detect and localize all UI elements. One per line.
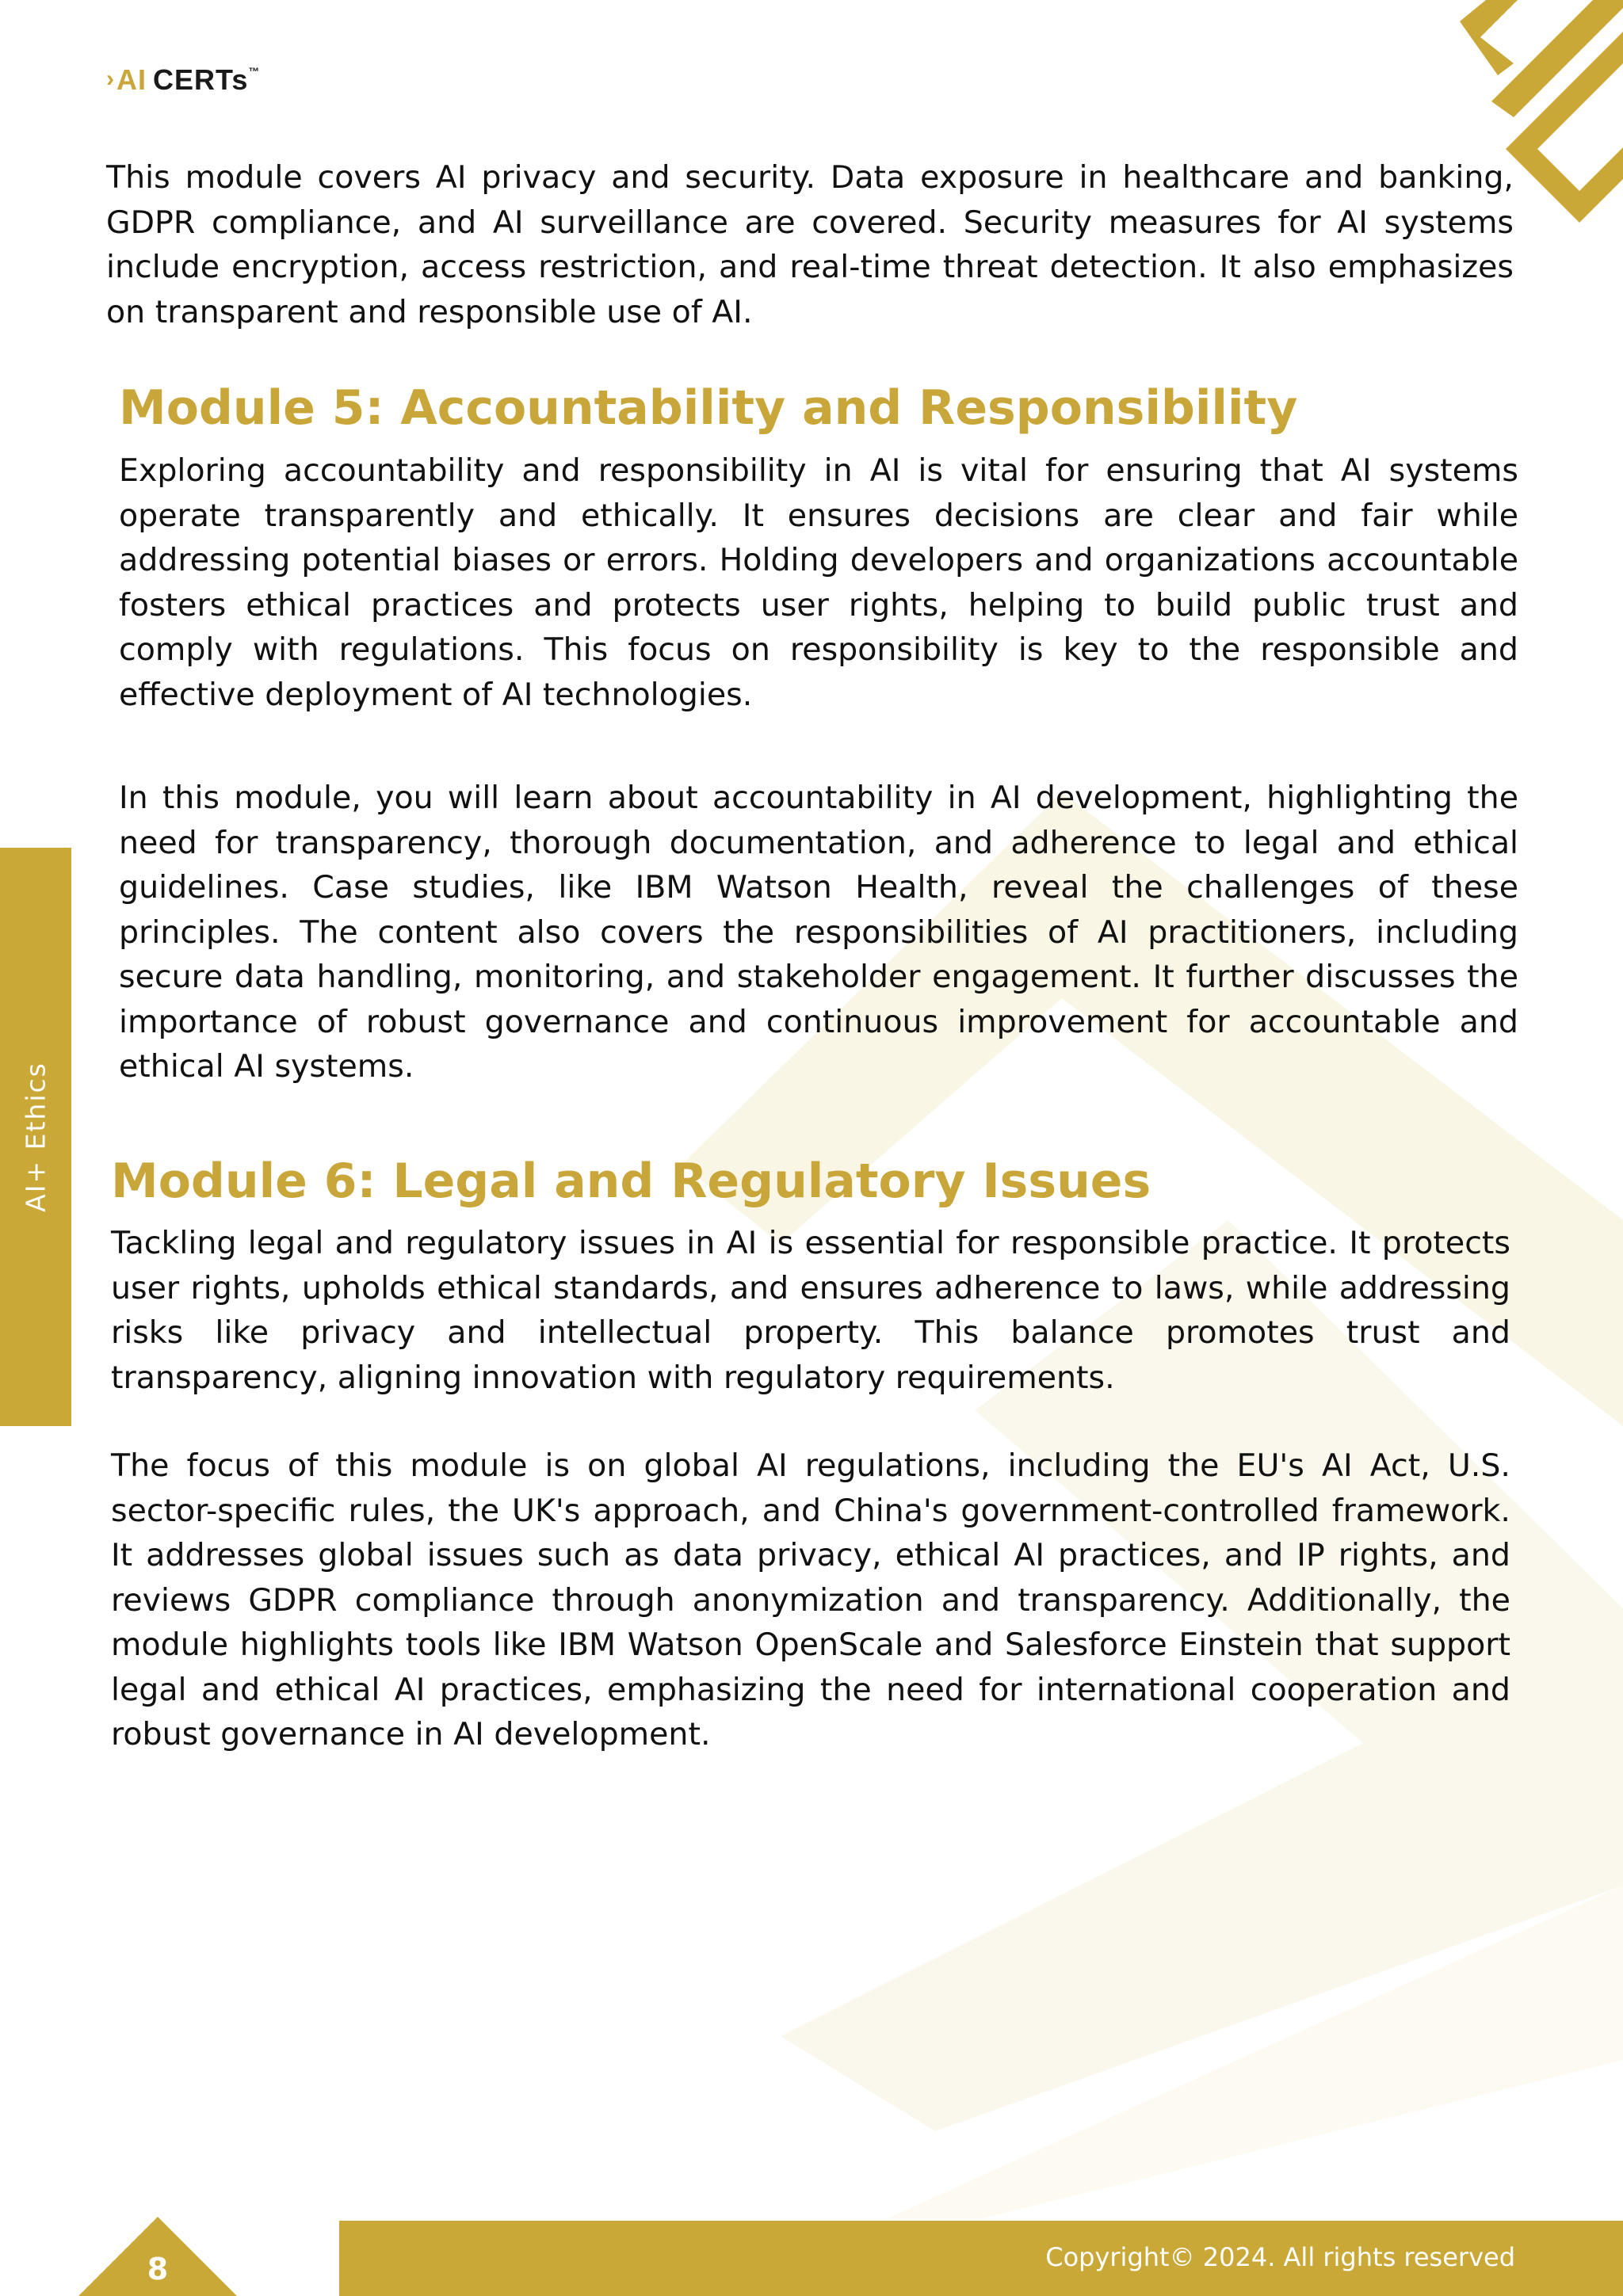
logo-trademark: ™ — [248, 65, 261, 78]
module5-heading: Module 5: Accountability and Responsibility — [119, 380, 1298, 436]
module5-paragraph-2: In this module, you will learn about accountability in AI development, highlighting the need for transparency, thorough documentation, and adherence to legal and ethical guidelines. Case studies, like IBM Watson Health, reveal the challenges of these principles. The content also covers the responsibilities of AI practitioners, including secure data handling, monitoring, and stakeholder engagement. It further discusses the importance of robust governance and continuous improvement for accountable and ethical AI systems. — [119, 780, 1518, 1085]
logo-arrow-icon: › — [106, 66, 115, 92]
copyright-text: Copyright© 2024. All rights reserved — [1045, 2242, 1515, 2272]
module6-paragraph-2: The focus of this module is on global AI regulations, including the EU's AI Act, U.S. sector-specific rules, the UK's approach, and China's government-controlled framework. It addresses global issues such as data privacy, ethical AI practices, and IP rights, and reviews GDPR compliance through anonymization and transparency. Additionally, the module highlights tools like IBM Watson OpenScale and Salesforce Einstein that support legal and ethical AI practices, emphasizing the need for international cooperation and robust governance in AI development. — [111, 1447, 1510, 1753]
aicerts-logo — [106, 63, 260, 97]
page-number: 8 — [147, 2252, 169, 2286]
footer-bar — [339, 2221, 1623, 2296]
logo-ai-text: AI — [116, 63, 147, 96]
intro-paragraph: This module covers AI privacy and security. Data exposure in healthcare and banking, GDPR compliance, and AI surveillance are covered. Security measures for AI systems include encryption, access restriction, and real-time threat detection. It also emphasizes on transparent and responsible use of AI. — [106, 159, 1514, 330]
logo-certs-text: CERTs — [153, 63, 249, 96]
module6-heading: Module 6: Legal and Regulatory Issues — [111, 1154, 1151, 1209]
side-tab-label: AI+ Ethics — [20, 1062, 52, 1212]
page-number-badge — [78, 2217, 237, 2296]
module6-paragraph-1: Tackling legal and regulatory issues in AI is essential for responsible practice. It protects user rights, upholds ethical standards, and ensures adherence to laws, while addressing risks like privacy and intellectual property. This balance promotes trust and transparency, aligning innovation with regulatory requirements. — [111, 1225, 1510, 1396]
side-tab — [0, 848, 71, 1426]
module5-paragraph-1: Exploring accountability and responsibility in AI is vital for ensuring that AI systems operate transparently and ethically. It ensures decisions are clear and fair while addressing potential biases or errors. Holding developers and organizations accountable fosters ethical practices and protects user rights, helping to build public trust and comply with regulations. This focus on responsibility is key to the responsible and effective deployment of AI technologies. — [119, 452, 1518, 713]
